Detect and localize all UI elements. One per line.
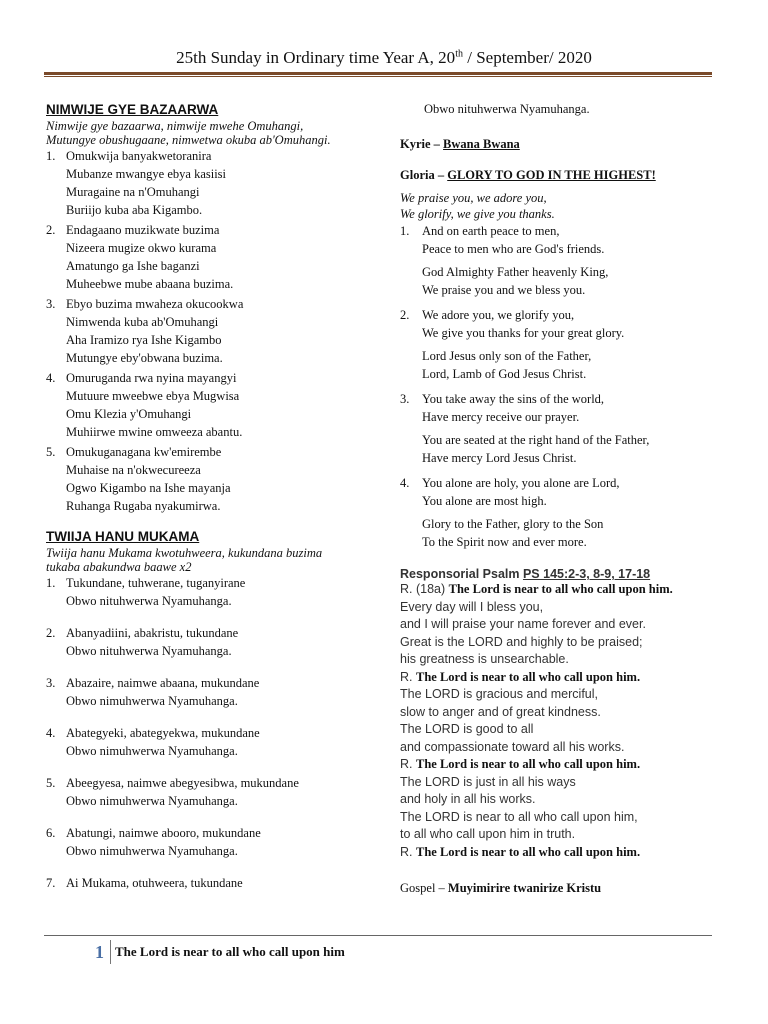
verse-number: 1. (46, 149, 56, 163)
verse-number: 5. (46, 776, 56, 790)
verse-line: Lord Jesus only son of the Father, (422, 349, 592, 363)
verse-line: You alone are most high. (422, 493, 547, 508)
verse-line: Mutuure mweebwe ebya Mugwisa (66, 389, 240, 403)
verse-lines (66, 674, 259, 710)
verse-lines (66, 574, 245, 610)
verse-number: 4. (46, 726, 56, 740)
verse-item (46, 874, 391, 892)
verse-line: Buriijo kuba aba Kigambo. (66, 203, 203, 217)
footer-rule (44, 935, 712, 936)
verse-line: Omu Klezia y'Omuhangi (66, 407, 192, 421)
page-number: 1 (95, 941, 104, 962)
verse-line: Have mercy Lord Jesus Christ. (422, 450, 577, 465)
verse-line: Muhaise na n'okwecureeza (66, 463, 201, 477)
verse-line: Omukuganagana kw'emirembe (66, 445, 222, 459)
hymn2-carry-line: Obwo nituhwerwa Nyamuhanga. (424, 102, 590, 116)
verse-lines (422, 391, 649, 467)
verse-lines (422, 307, 624, 383)
verse-item (46, 624, 391, 660)
header-rule-thin (44, 76, 712, 77)
verse-lines (66, 824, 261, 860)
verse-line: Amatungo ga Ishe baganzi (66, 259, 200, 273)
verse-line: Mubanze mwangye ebya kasiisi (66, 167, 227, 181)
verse-number: 2. (400, 308, 410, 322)
verse-item (46, 774, 391, 810)
verse-line: You take away the sins of the world, (422, 392, 605, 406)
verse-line: Obwo nimuhwerwa Nyamuhanga. (66, 794, 238, 808)
verse-line: Glory to the Father, glory to the Son (422, 517, 604, 531)
gloria-verse (400, 391, 725, 467)
footer-separator (110, 940, 111, 964)
verse-line: To the Spirit now and ever more. (422, 534, 587, 549)
hymn2-heading: TWIIJA HANU MUKAMA (46, 529, 200, 544)
header-rule (44, 72, 712, 75)
verse-line: Have mercy receive our prayer. (422, 409, 580, 424)
verse-line: Obwo nimuhwerwa Nyamuhanga. (66, 694, 238, 708)
psalm-line: slow to anger and of great kindness. (400, 704, 601, 719)
gloria-verses (400, 223, 725, 551)
psalm-line: The LORD is just in all his ways (400, 774, 576, 789)
verse-item (46, 724, 391, 760)
verse-lines (66, 369, 242, 441)
kyrie-line: Kyrie – Bwana Bwana (400, 137, 520, 151)
verse-line: Ebyo buzima mwaheza okucookwa (66, 297, 244, 311)
verse-item (46, 824, 391, 860)
psalm-line: The LORD is gracious and merciful, (400, 687, 598, 701)
footer (95, 940, 345, 964)
verse-lines (66, 874, 243, 892)
psalm-heading: Responsorial Psalm PS 145:2-3, 8-9, 17-18 (400, 567, 651, 581)
verse-lines (66, 221, 233, 293)
verse-line: Muragaine na n'Omuhangi (66, 185, 200, 199)
gospel-line: Gospel – Muyimirire twanirize Kristu (400, 881, 602, 895)
verse-line: Obwo nimuhwerwa Nyamuhanga. (66, 744, 238, 758)
verse-lines (66, 443, 231, 515)
psalm-line: and holy in all his works. (400, 792, 536, 806)
psalm-line: his greatness is unsearchable. (400, 652, 569, 666)
verse-line: Peace to men who are God's friends. (422, 241, 605, 256)
verse-line: Aha Iramizo rya Ishe Kigambo (66, 333, 222, 347)
verse-number: 5. (46, 445, 56, 459)
verse-item (46, 574, 391, 610)
verse-line: Abeegyesa, naimwe abegyesibwa, mukundane (66, 776, 299, 790)
gloria-intro-2: We glorify, we give you thanks. (400, 207, 555, 221)
verse-item (46, 674, 391, 710)
verse-number: 3. (46, 676, 56, 690)
verse-number: 3. (400, 392, 410, 406)
gloria-verse (400, 307, 725, 383)
gloria-verse (400, 223, 725, 299)
psalm-line: The LORD is good to all (400, 722, 534, 736)
right-column (400, 102, 725, 896)
verse-number: 1. (400, 224, 410, 238)
psalm-line: The LORD is near to all who call upon him, (400, 809, 638, 824)
verse-number: 7. (46, 876, 56, 890)
verse-line: We give you thanks for your great glory. (422, 325, 625, 340)
verse-line: And on earth peace to men, (422, 224, 560, 238)
verse-line: Abatungi, naimwe abooro, mukundane (66, 826, 261, 840)
psalm-line: and I will praise your name forever and ever. (400, 617, 646, 631)
page-title: 25th Sunday in Ordinary time Year A, 20th / September/ 2020 (176, 48, 592, 67)
verse-line: You alone are holy, you alone are Lord, (422, 476, 620, 490)
verse-line: Nimwenda kuba ab'Omuhangi (66, 315, 219, 329)
psalm-line: to all who call upon him in truth. (400, 827, 576, 841)
verse-line: Lord, Lamb of God Jesus Christ. (422, 366, 587, 381)
verse-lines (66, 295, 243, 367)
verse-line: We adore you, we glorify you, (422, 308, 575, 322)
verse-number: 4. (400, 476, 410, 490)
verse-line: We praise you and we bless you. (422, 282, 586, 297)
verse-line: Nizeera mugize okwo kurama (66, 241, 217, 255)
psalm-line: Great is the LORD and highly to be praised; (400, 634, 643, 649)
verse-line: Abategyeki, abategyekwa, mukundane (66, 726, 260, 740)
hymn2-intro: Twiija hanu Mukama kwotuhweera, kukundana buzima tukaba abakundwa baawe x2 (46, 546, 323, 574)
verse-line: Obwo nimuhwerwa Nyamuhanga. (66, 844, 238, 858)
psalm-line: and compassionate toward all his works. (400, 739, 625, 754)
verse-line: Abanyadiini, abakristu, tukundane (66, 626, 239, 640)
verse-lines (66, 624, 238, 660)
verse-line: Mutungye eby'obwana buzima. (66, 351, 223, 365)
gloria-intro-1: We praise you, we adore you, (400, 191, 547, 205)
verse-number: 2. (46, 626, 56, 640)
psalm-body: R. (18a) The Lord is near to all who call upon him. Every day will I bless you, and I will praise your name forever and ever. Great is the LORD and highly to be praised; his greatness is unsearchable. R. The Lord is near to all who call upon him. The LORD is gracious and merciful, slow to anger and of great kindness. The LORD is good to all and compassionate toward all his works. R. The Lord is near to all who call upon him. The LORD is just in all his ways and holy in all his works. The LORD is near to all who call upon him, to all who call upon him in truth. R. The Lord is near to all who call upon him. (400, 581, 725, 861)
verse-line: You are seated at the right hand of the Father, (422, 433, 650, 447)
left-column (46, 102, 391, 892)
verse-item (46, 221, 391, 293)
verse-item (46, 147, 391, 219)
verse-lines (422, 475, 620, 551)
hymn2-verses (46, 574, 391, 892)
verse-line: Abazaire, naimwe abaana, mukundane (66, 676, 260, 690)
verse-item (46, 443, 391, 515)
verse-line: God Almighty Father heavenly King, (422, 265, 609, 279)
verse-line: Obwo nituhwerwa Nyamuhanga. (66, 644, 232, 658)
verse-line: Omuruganda rwa nyina mayangyi (66, 371, 237, 385)
verse-lines (66, 147, 226, 219)
verse-item (46, 369, 391, 441)
verse-item (46, 295, 391, 367)
verse-number: 6. (46, 826, 56, 840)
verse-line: Tukundane, tuhwerane, tuganyirane (66, 576, 246, 590)
gloria-line: Gloria – GLORY TO GOD IN THE HIGHEST! (400, 168, 656, 182)
verse-line: Muheebwe mube abaana buzima. (66, 277, 234, 291)
hymn1-intro: Nimwije gye bazaarwa, nimwije mwehe Omuhangi, Mutungye obushugaane, nimwetwa okuba ab'Omuhangi. (46, 119, 331, 147)
footer-text: The Lord is near to all who call upon him (115, 944, 345, 959)
hymn1-verses (46, 147, 391, 515)
gloria-verse (400, 475, 725, 551)
verse-number: 1. (46, 576, 56, 590)
verse-lines (422, 223, 608, 299)
verse-line: Obwo nituhwerwa Nyamuhanga. (66, 594, 232, 608)
verse-line: Ruhanga Rugaba nyakumirwa. (66, 499, 221, 513)
psalm-line: Every day will I bless you, (400, 599, 544, 614)
verse-line: Ogwo Kigambo na Ishe mayanja (66, 481, 231, 495)
verse-number: 4. (46, 371, 56, 385)
verse-lines (66, 724, 260, 760)
hymn1-heading: NIMWIJE GYE BAZAARWA (46, 102, 219, 117)
verse-line: Ai Mukama, otuhweera, tukundane (66, 876, 243, 890)
verse-line: Endagaano muzikwate buzima (66, 223, 220, 237)
verse-line: Muhiirwe mwine omweeza abantu. (66, 425, 243, 439)
verse-line: Omukwija banyakwetoranira (66, 149, 212, 163)
verse-lines (66, 774, 299, 810)
verse-number: 2. (46, 223, 56, 237)
verse-number: 3. (46, 297, 56, 311)
